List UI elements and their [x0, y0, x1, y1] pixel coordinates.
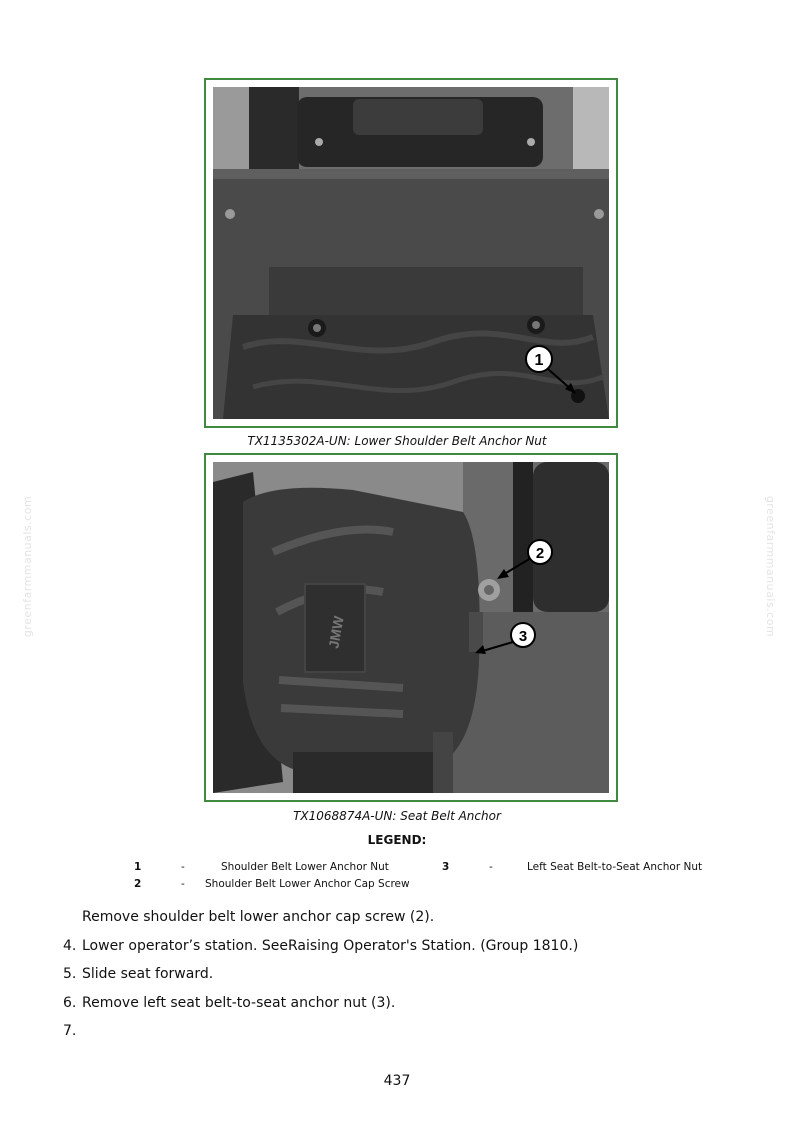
step-number: 7.	[63, 1023, 77, 1039]
callout-1: 1	[534, 352, 544, 369]
legend-label-1: Shoulder Belt Lower Anchor Nut	[221, 861, 389, 873]
watermark-right: greenfarmmanuals.com	[764, 495, 778, 638]
step-number: 4.	[63, 938, 77, 954]
legend-dash-1: -	[181, 861, 185, 873]
legend-num-1: 1	[134, 861, 142, 873]
legend-label-2: Shoulder Belt Lower Anchor Cap Screw	[205, 878, 410, 890]
watermark-left: greenfarmmanuals.com	[21, 495, 35, 638]
legend-title: LEGEND:	[367, 833, 427, 847]
page-number: 437	[383, 1073, 411, 1089]
figure-lower-shoulder-belt-anchor	[204, 78, 618, 428]
step-text: Remove shoulder belt lower anchor cap screw (2).	[82, 909, 435, 925]
step-text: Slide seat forward.	[82, 966, 214, 982]
step-text: Remove left seat belt-to-seat anchor nut (3).	[82, 995, 396, 1011]
photo-seat-belt-anchor	[213, 462, 609, 793]
step-number: 6.	[63, 995, 77, 1011]
callout-2: 2	[535, 545, 545, 562]
figure-seat-belt-anchor	[204, 453, 618, 802]
figure-1-caption: TX1135302A-UN: Lower Shoulder Belt Anchor Nut	[247, 434, 547, 448]
legend-label-3: Left Seat Belt-to-Seat Anchor Nut	[527, 861, 703, 873]
step-text: Lower operator’s station. SeeRaising Operator's Station. (Group 1810.)	[82, 938, 579, 954]
step-number: 5.	[63, 966, 77, 982]
legend-num-3: 3	[442, 861, 450, 873]
legend-dash-3: -	[489, 861, 493, 873]
callout-3: 3	[518, 628, 528, 645]
legend-dash-2: -	[181, 878, 185, 890]
photo-lower-anchor-nut	[213, 87, 609, 419]
legend-num-2: 2	[134, 878, 142, 890]
figure-2-caption: TX1068874A-UN: Seat Belt Anchor	[293, 809, 501, 823]
logo-text: JMW	[325, 614, 347, 650]
